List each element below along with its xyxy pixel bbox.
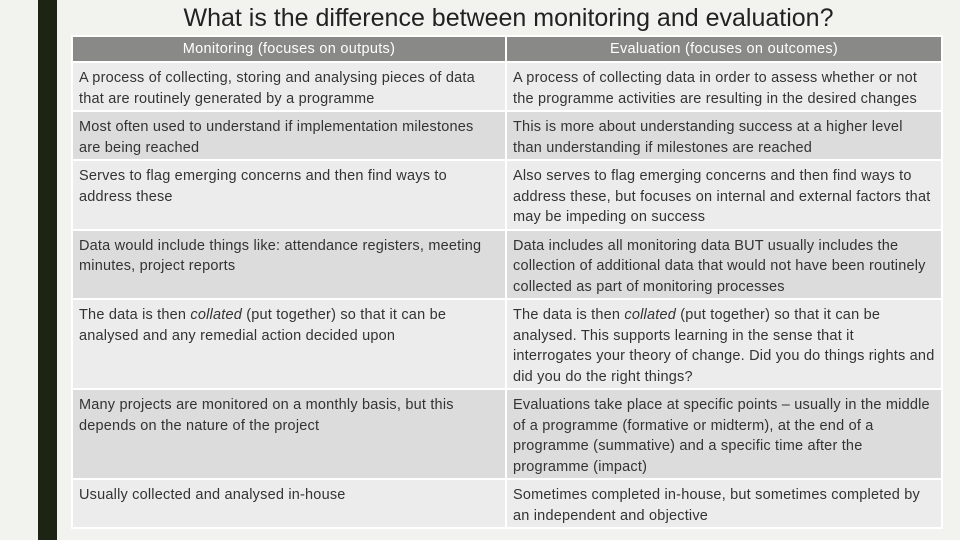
- cell-text: A process of collecting data in order to assess whether or not the programme activities are resulting in the desired changes: [513, 70, 918, 107]
- cell-text: Also serves to flag emerging concerns and then find ways to address these, but focuses on internal and external factors that may be impeding on success: [513, 168, 931, 225]
- monitoring-cell: [72, 111, 506, 160]
- evaluation-cell: [506, 160, 942, 230]
- cell-text: Data would include things like: attendance registers, meeting minutes, project reports: [79, 237, 482, 274]
- header-evaluation: Evaluation (focuses on outcomes): [506, 36, 942, 62]
- header-monitoring: Monitoring (focuses on outputs): [72, 36, 506, 62]
- cell-text: Usually collected and analysed in-house: [79, 487, 346, 503]
- cell-text: Most often used to understand if implementation milestones are being reached: [79, 119, 474, 156]
- monitoring-cell: [72, 62, 506, 111]
- monitoring-cell: [72, 299, 506, 389]
- table-row: [72, 111, 942, 160]
- table-row: [72, 479, 942, 528]
- cell-text: This is more about understanding success at a higher level than understanding if milestones are reached: [513, 119, 903, 156]
- monitoring-cell: [72, 479, 506, 528]
- left-accent-bar: [38, 0, 57, 540]
- cell-text: The data is then: [513, 307, 625, 323]
- table-row: [72, 160, 942, 230]
- cell-text: Serves to flag emerging concerns and then find ways to address these: [79, 168, 447, 205]
- table-row: [72, 62, 942, 111]
- cell-text: The data is then: [79, 307, 191, 323]
- header-row: [72, 36, 942, 62]
- cell-text: Sometimes completed in-house, but sometimes completed by an independent and objective: [513, 487, 920, 524]
- monitoring-cell: [72, 160, 506, 230]
- evaluation-cell: [506, 111, 942, 160]
- evaluation-cell: [506, 299, 942, 389]
- table-row: [72, 230, 942, 300]
- italic-term: collated: [190, 307, 243, 323]
- cell-text: Evaluations take place at specific points – usually in the middle of a programme (formative or midterm), at the end of a programme (summative) and a specific time after the programme (impact): [513, 397, 930, 475]
- table-row: [72, 389, 942, 479]
- cell-text: A process of collecting, storing and analysing pieces of data that are routinely generated by a programme: [79, 70, 475, 107]
- cell-text: Many projects are monitored on a monthly basis, but this depends on the nature of the project: [79, 397, 454, 434]
- evaluation-cell: [506, 389, 942, 479]
- monitoring-cell: [72, 230, 506, 300]
- monitoring-cell: [72, 389, 506, 479]
- evaluation-cell: [506, 479, 942, 528]
- slide-title: What is the difference between monitoring and evaluation?: [183, 4, 834, 32]
- cell-text: (put together) so that it can be analysed. This supports learning in the sense that it interrogates your theory of change. Did you do things rights and did you do the right things?: [513, 307, 935, 385]
- cell-text: (put together) so that it can be analysed and any remedial action decided upon: [79, 307, 447, 344]
- evaluation-cell: [506, 62, 942, 111]
- cell-text: Data includes all monitoring data BUT usually includes the collection of additional data that would not have been routinely collected as part of monitoring processes: [513, 237, 926, 295]
- evaluation-cell: [506, 230, 942, 300]
- table-row: [72, 299, 942, 389]
- comparison-table: [71, 35, 943, 529]
- italic-term: collated: [624, 307, 677, 323]
